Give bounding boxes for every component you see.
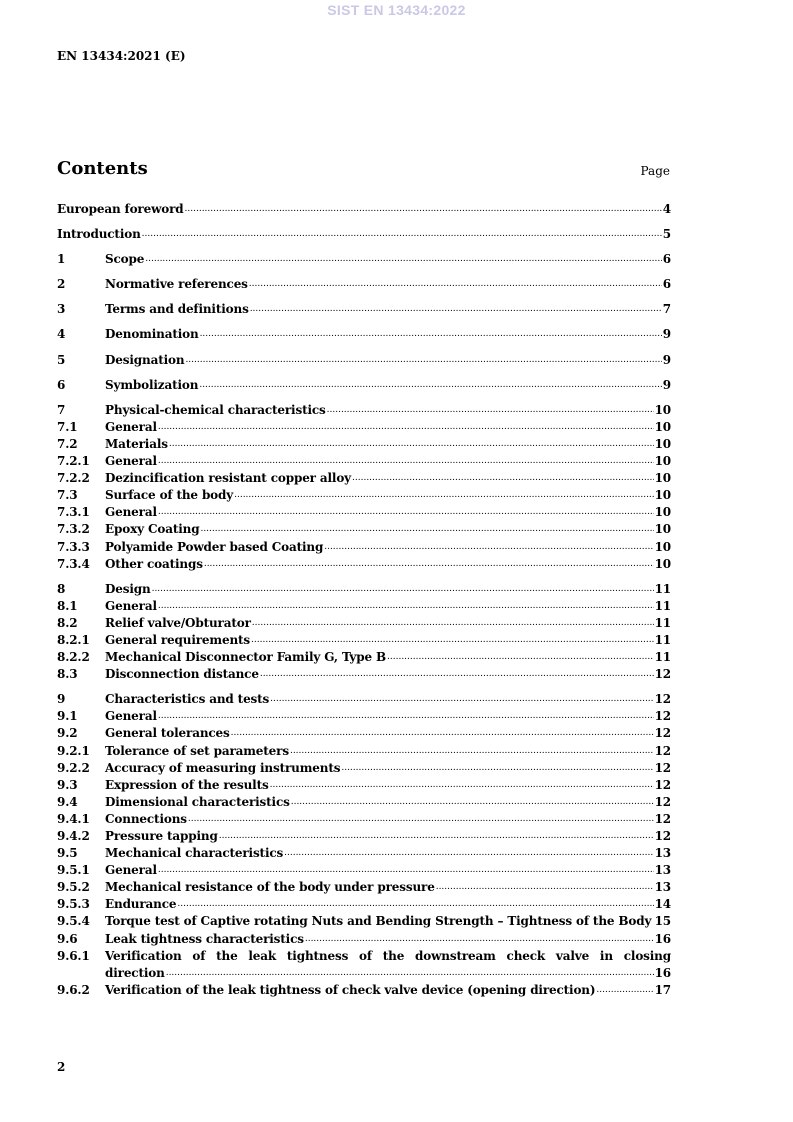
toc-leader-dots: [158, 708, 654, 725]
toc-entry-title: Design: [105, 581, 151, 596]
toc-entry-number: 3: [57, 302, 66, 317]
toc-entry-title: Dezincification resistant copper alloy: [105, 471, 352, 486]
toc-leader-dots: [219, 828, 654, 845]
toc-entry-title: General requirements: [105, 632, 251, 647]
toc-leader-dots: [158, 862, 654, 879]
toc-entry[interactable]: [57, 845, 671, 862]
toc-entry-title: Surface of the body: [105, 488, 234, 503]
toc-entry[interactable]: [57, 470, 671, 487]
toc-entry-number: 9.5.2: [57, 880, 90, 895]
toc-entry-title: Characteristics and tests: [105, 692, 270, 707]
toc-entry-title: Scope: [105, 252, 145, 267]
toc-entry-number: 8.3: [57, 667, 78, 682]
toc-entry-title: Normative references: [105, 277, 248, 292]
toc-entry-title: Accuracy of measuring instruments: [105, 760, 341, 775]
toc-entry-title: Mechanical characteristics: [105, 846, 284, 861]
toc-entry-page: 11: [654, 650, 671, 665]
toc-entry-page: 7: [662, 302, 671, 317]
toc-leader-dots: [185, 201, 662, 218]
toc-entry-number: 9.4.1: [57, 811, 90, 826]
toc-entry-title: Expression of the results: [105, 777, 269, 792]
toc-leader-dots: [166, 965, 654, 982]
toc-entry[interactable]: [57, 453, 671, 470]
toc-entry[interactable]: [57, 251, 671, 268]
toc-entry-page: 12: [654, 760, 671, 775]
toc-entry[interactable]: [57, 504, 671, 521]
toc-entry-page: 12: [654, 692, 671, 707]
toc-entry-number: 8: [57, 581, 66, 596]
toc-leader-dots: [250, 301, 662, 318]
toc-entry-title: Mechanical Disconnector Family G, Type B: [105, 650, 387, 665]
table-of-contents: [57, 201, 671, 999]
toc-entry-number: 7.3.2: [57, 522, 90, 537]
toc-entry-number: 9.6: [57, 931, 78, 946]
toc-entry-page: 11: [654, 615, 671, 630]
toc-entry[interactable]: [57, 377, 671, 394]
toc-entry-title-continued: direction: [105, 965, 165, 980]
toc-leader-dots: [252, 615, 654, 632]
toc-entry-page: 10: [654, 505, 671, 520]
toc-entry-number: 7.3.3: [57, 539, 90, 554]
toc-entry-number: 9.2.1: [57, 743, 90, 758]
toc-entry[interactable]: [57, 226, 671, 243]
toc-entry-number: 1: [57, 252, 66, 267]
contents-title: Contents: [57, 158, 148, 179]
toc-entry-number: 7.2: [57, 436, 78, 451]
toc-entry-page: 11: [654, 581, 671, 596]
toc-entry[interactable]: [57, 666, 671, 683]
toc-leader-dots: [185, 352, 661, 369]
toc-entry[interactable]: [57, 436, 671, 453]
toc-entry-title: Terms and definitions: [105, 302, 249, 317]
toc-entry-page: 13: [654, 880, 671, 895]
toc-entry-page: 12: [654, 667, 671, 682]
toc-leader-dots: [199, 377, 661, 394]
toc-entry-page: 15: [654, 914, 671, 929]
toc-entry[interactable]: [57, 487, 671, 504]
toc-entry-title: Pressure tapping: [105, 829, 218, 843]
toc-entry-number: 9.5.1: [57, 863, 90, 878]
toc-entry[interactable]: [57, 276, 671, 293]
toc-entry-title: Verification of the leak tightness of the downstream check valve in closing: [105, 948, 671, 963]
toc-entry-number: 7: [57, 402, 66, 417]
toc-leader-dots: [158, 504, 654, 521]
toc-entry[interactable]: [57, 301, 671, 318]
toc-entry-number: 9.2.2: [57, 760, 90, 775]
toc-entry-page: 12: [654, 743, 671, 758]
toc-entry[interactable]: [57, 811, 671, 828]
toc-leader-dots: [284, 845, 653, 862]
toc-entry-9-6-2[interactable]: [57, 982, 671, 999]
toc-entry-number: 7.3: [57, 488, 78, 503]
toc-entry[interactable]: [57, 777, 671, 794]
toc-entry[interactable]: [57, 743, 671, 760]
toc-entry-number: 9.1: [57, 709, 78, 724]
toc-entry[interactable]: [57, 896, 671, 913]
toc-entry-title: Epoxy Coating: [105, 522, 200, 537]
toc-leader-dots: [234, 487, 653, 504]
toc-leader-dots: [200, 326, 662, 343]
toc-entry[interactable]: [57, 556, 671, 573]
toc-leader-dots: [249, 276, 662, 293]
toc-entry-page: 10: [654, 488, 671, 503]
toc-leader-dots: [270, 691, 653, 708]
toc-entry-title: European foreword: [57, 202, 184, 216]
toc-entry-number: 2: [57, 277, 66, 292]
toc-leader-dots: [231, 725, 654, 742]
toc-entry-page: 6: [662, 277, 671, 292]
toc-entry-number: 8.2: [57, 615, 78, 630]
toc-entry-title: Designation: [105, 352, 185, 367]
toc-entry[interactable]: [57, 581, 671, 598]
toc-entry[interactable]: [57, 539, 671, 556]
toc-entry-9-6-1[interactable]: [57, 948, 671, 982]
toc-leader-dots: [177, 896, 653, 913]
toc-entry-page: 12: [654, 794, 671, 809]
toc-entry-page: 10: [654, 454, 671, 469]
toc-entry[interactable]: [57, 598, 671, 615]
toc-entry-title: Connections: [105, 811, 187, 826]
toc-leader-dots: [152, 581, 654, 598]
toc-entry-page: 12: [654, 726, 671, 741]
toc-leader-dots: [291, 794, 654, 811]
toc-entry-number: 9.5: [57, 846, 78, 861]
toc-entry[interactable]: [57, 201, 671, 218]
toc-entry-page: 13: [654, 863, 671, 878]
toc-entry-number: 9.6.1: [57, 948, 90, 963]
toc-entry-title: Materials: [105, 436, 168, 451]
toc-entry-page: 9: [662, 377, 671, 392]
toc-entry[interactable]: [57, 760, 671, 777]
toc-leader-dots: [270, 777, 654, 794]
toc-entry[interactable]: [57, 615, 671, 632]
document-id: EN 13434:2021 (E): [57, 49, 186, 63]
toc-entry-title: Relief valve/Obturator: [105, 615, 251, 630]
toc-entry-number: 7.1: [57, 419, 78, 434]
toc-entry-number: 9.3: [57, 777, 78, 792]
toc-leader-dots: [251, 632, 654, 649]
toc-entry-title: General: [105, 505, 157, 520]
toc-entry-page: 10: [654, 436, 671, 451]
toc-entry-page: 10: [654, 402, 671, 417]
toc-entry-page: 9: [662, 352, 671, 367]
toc-entry[interactable]: [57, 879, 671, 896]
toc-entry-title: General: [105, 863, 157, 878]
toc-entry-number: 6: [57, 377, 66, 392]
toc-leader-dots: [200, 521, 653, 538]
toc-entry-page: 12: [654, 777, 671, 792]
toc-leader-dots: [436, 879, 654, 896]
toc-entry-title: General: [105, 709, 157, 724]
toc-entry-number: 9: [57, 692, 66, 707]
toc-entry-page: 10: [654, 419, 671, 434]
watermark: SIST EN 13434:2022: [327, 2, 466, 18]
toc-entry-number: 4: [57, 327, 66, 342]
toc-entry[interactable]: [57, 691, 671, 708]
toc-entry[interactable]: [57, 402, 671, 419]
toc-leader-dots: [204, 556, 654, 573]
toc-entry-title: General: [105, 598, 157, 613]
toc-entry-page: 10: [654, 471, 671, 486]
toc-entry-title: General: [105, 454, 157, 469]
toc-leader-dots: [142, 226, 662, 243]
toc-leader-dots: [324, 539, 653, 556]
toc-entry-title: Denomination: [105, 327, 199, 342]
toc-entry[interactable]: [57, 649, 671, 666]
toc-entry-number: 7.2.2: [57, 471, 90, 486]
page-number: 2: [57, 1060, 66, 1074]
toc-entry[interactable]: [57, 708, 671, 725]
toc-entry-page: 6: [662, 252, 671, 267]
toc-entry-page: 13: [654, 846, 671, 861]
toc-entry-title: Verification of the leak tightness of check valve device (opening direction): [105, 982, 596, 997]
toc-entry-number: 7.2.1: [57, 454, 90, 469]
toc-entry-title: Physical-chemical characteristics: [105, 402, 326, 417]
toc-entry-number: 9.6.2: [57, 982, 90, 997]
toc-entry-title: Leak tightness characteristics: [105, 931, 304, 946]
toc-entry[interactable]: [57, 632, 671, 649]
toc-leader-dots: [387, 649, 654, 666]
toc-entry-number: 8.2.1: [57, 632, 90, 647]
toc-entry-page: 10: [654, 556, 671, 571]
toc-entry-page: 14: [654, 897, 671, 912]
toc-entry-title: General: [105, 419, 157, 434]
toc-entry-number: 9.5.4: [57, 914, 90, 929]
toc-entry-page: 11: [654, 598, 671, 613]
toc-entry-title: Introduction: [57, 227, 141, 242]
toc-entry-page: 12: [654, 811, 671, 826]
toc-entry-page: 16: [654, 965, 671, 980]
toc-entry-title: Mechanical resistance of the body under pressure: [105, 880, 435, 895]
toc-entry[interactable]: [57, 794, 671, 811]
toc-leader-dots: [305, 931, 654, 948]
toc-entry[interactable]: [57, 725, 671, 742]
toc-entry[interactable]: [57, 828, 671, 845]
toc-leader-dots: [158, 598, 654, 615]
toc-entry[interactable]: [57, 862, 671, 879]
toc-entry-title: Other coatings: [105, 556, 203, 571]
toc-leader-dots: [341, 760, 653, 777]
toc-entry-title: Symbolization: [105, 377, 199, 392]
toc-entry-number: 7.3.1: [57, 505, 90, 520]
toc-entry[interactable]: [57, 326, 671, 343]
toc-entry-page: 5: [662, 227, 671, 242]
toc-leader-dots: [158, 419, 654, 436]
toc-entry[interactable]: [57, 419, 671, 436]
toc-entry-title: Tolerance of set parameters: [105, 743, 289, 758]
toc-entry-page: 17: [654, 982, 671, 997]
toc-entry-title: Dimensional characteristics: [105, 794, 290, 809]
toc-entry-title: Torque test of Captive rotating Nuts and Bending Strength – Tightness of the Body: [105, 914, 652, 929]
toc-entry-number: 8.2.2: [57, 650, 90, 665]
toc-leader-dots: [169, 436, 654, 453]
toc-leader-dots: [260, 666, 654, 683]
toc-entry-number: 9.4: [57, 794, 78, 809]
toc-entry-number: 9.2: [57, 726, 78, 741]
toc-leader-dots: [145, 251, 662, 268]
toc-entry-page: 16: [654, 931, 671, 946]
toc-entry-page: 11: [654, 632, 671, 647]
toc-entry-page: 12: [654, 829, 671, 843]
toc-entry-title: Disconnection distance: [105, 667, 259, 682]
page-column-label: Page: [640, 164, 670, 178]
toc-entry[interactable]: [57, 352, 671, 369]
toc-entry-number: 8.1: [57, 598, 78, 613]
toc-leader-dots: [188, 811, 654, 828]
toc-entry[interactable]: [57, 521, 671, 538]
toc-entry-title: Endurance: [105, 897, 177, 912]
toc-leader-dots: [158, 453, 654, 470]
toc-entry-number: 9.4.2: [57, 829, 90, 843]
toc-entry[interactable]: [57, 913, 671, 930]
toc-entry-number: 9.5.3: [57, 897, 90, 912]
toc-entry-number: 7.3.4: [57, 556, 90, 571]
toc-entry-title: Polyamide Powder based Coating: [105, 539, 324, 554]
toc-leader-dots: [596, 982, 653, 999]
toc-entry-title: General tolerances: [105, 726, 230, 741]
toc-entry-page: 4: [662, 202, 671, 216]
toc-leader-dots: [327, 402, 654, 419]
toc-leader-dots: [352, 470, 654, 487]
toc-entry-page: 9: [662, 327, 671, 342]
toc-leader-dots: [290, 743, 654, 760]
toc-entry-page: 12: [654, 709, 671, 724]
toc-entry-number: 5: [57, 352, 66, 367]
toc-entry[interactable]: [57, 931, 671, 948]
toc-entry-page: 10: [654, 539, 671, 554]
toc-entry-page: 10: [654, 522, 671, 537]
